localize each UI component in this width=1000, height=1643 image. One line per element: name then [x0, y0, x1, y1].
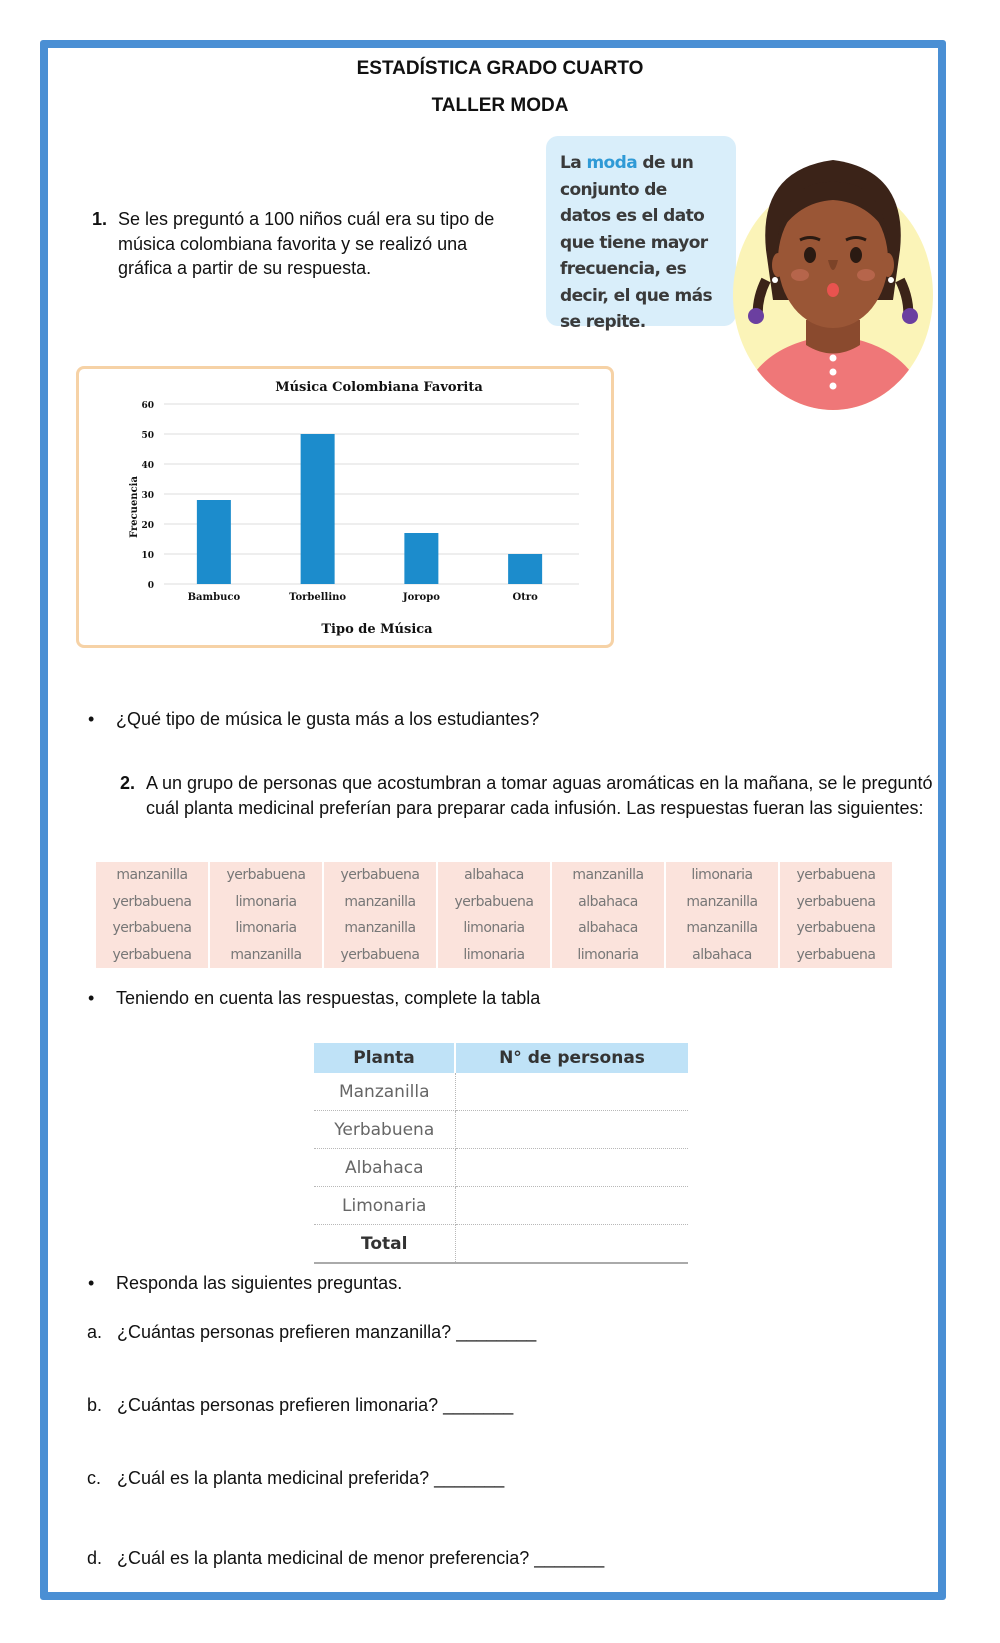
table-row: [96, 915, 892, 942]
question-letter: d.: [87, 1548, 103, 1568]
bullet-dot: •: [88, 988, 95, 1008]
question-1-number: 1.: [92, 209, 108, 229]
question-letter: c.: [87, 1468, 102, 1488]
question-letter: a.: [87, 1322, 103, 1342]
count-cell[interactable]: [455, 1187, 688, 1225]
table-row: [314, 1111, 688, 1149]
response-cell: manzanilla: [324, 889, 436, 916]
y-tick-label: 20: [141, 521, 154, 531]
y-tick-label: 0: [147, 581, 154, 591]
page-subtitle: TALLER MODA: [431, 95, 569, 116]
question-text: ¿Cuál es la planta medicinal preferida? _______: [117, 1468, 505, 1488]
x-tick-label: Joropo: [402, 592, 440, 603]
response-cell: manzanilla: [324, 915, 436, 942]
response-cell: yerbabuena: [780, 915, 892, 942]
response-cell: manzanilla: [96, 862, 208, 889]
bullet-dot: •: [88, 1273, 95, 1293]
response-cell: manzanilla: [210, 942, 322, 969]
response-cell: albahaca: [666, 942, 778, 969]
chart-frame: [76, 366, 614, 648]
bullet-question-1: [88, 709, 540, 730]
response-cell: limonaria: [438, 942, 550, 969]
table-row: [314, 1149, 688, 1187]
x-tick-label: Torbellino: [289, 592, 347, 603]
plant-name: Limonaria: [314, 1187, 455, 1225]
response-cell: limonaria: [210, 889, 322, 916]
response-cell: yerbabuena: [96, 889, 208, 916]
count-cell[interactable]: [455, 1111, 688, 1149]
bubble-highlight: moda: [586, 153, 638, 173]
chart-title: Música Colombiana Favorita: [275, 380, 483, 395]
question-a: [87, 1322, 536, 1343]
response-cell: yerbabuena: [96, 915, 208, 942]
question-letter: b.: [87, 1395, 103, 1415]
response-cell: yerbabuena: [324, 942, 436, 969]
count-cell[interactable]: [455, 1073, 688, 1111]
response-cell: yerbabuena: [780, 942, 892, 969]
bar-otro: [508, 554, 542, 584]
response-cell: manzanilla: [552, 862, 664, 889]
response-cell: albahaca: [552, 915, 664, 942]
plant-name: Albahaca: [314, 1149, 455, 1187]
question-text: ¿Cuántas personas prefieren manzanilla? ________: [117, 1322, 537, 1342]
bubble-text-post: de un conjunto de datos es el dato que tiene mayor frecuencia, es decir, el que más se repite.: [560, 153, 712, 332]
response-cell: yerbabuena: [780, 862, 892, 889]
bar-chart: [79, 369, 611, 645]
question-2-number: 2.: [120, 773, 136, 793]
question-d: [87, 1548, 604, 1569]
bullet-answer-text: Responda las siguientes preguntas.: [116, 1273, 403, 1293]
bullet-answer: [88, 1273, 403, 1294]
response-cell: yerbabuena: [210, 862, 322, 889]
response-cell: albahaca: [438, 862, 550, 889]
girl-illustration: [728, 140, 938, 415]
table-row: [96, 889, 892, 916]
response-cell: yerbabuena: [96, 942, 208, 969]
bullet-instruction-text: Teniendo en cuenta las respuestas, complete la tabla: [116, 988, 541, 1008]
y-tick-label: 60: [141, 401, 154, 411]
response-cell: albahaca: [552, 889, 664, 916]
x-tick-label: Bambuco: [187, 592, 241, 603]
bar-torbellino: [301, 434, 335, 584]
definition-bubble: [546, 136, 736, 332]
header-personas: N° de personas: [455, 1043, 688, 1073]
response-cell: yerbabuena: [324, 862, 436, 889]
question-text: ¿Cuál es la planta medicinal de menor preferencia? _______: [117, 1548, 605, 1568]
count-cell[interactable]: [455, 1149, 688, 1187]
table-row: [96, 942, 892, 969]
question-text: ¿Cuántas personas prefieren limonaria? _______: [117, 1395, 514, 1415]
plant-name: Yerbabuena: [314, 1111, 455, 1149]
table-row: [96, 862, 892, 889]
table-row: [314, 1073, 688, 1111]
response-cell: manzanilla: [666, 889, 778, 916]
x-tick-label: Otro: [512, 592, 538, 603]
header-planta: Planta: [314, 1043, 455, 1073]
question-2-text: A un grupo de personas que acostumbran a tomar aguas aromáticas en la mañana, se le preguntó cuál planta medicinal preferían para preparar cada infusión. Las respuestas fueran las siguientes:: [146, 773, 933, 818]
frequency-table: [314, 1043, 688, 1264]
question-1-text: Se les preguntó a 100 niños cuál era su tipo de música colombiana favorita y se realizó una gráfica a partir de su respuesta.: [118, 209, 495, 278]
question-1: [92, 207, 498, 281]
question-b: [87, 1395, 513, 1416]
question-c: [87, 1468, 504, 1489]
response-cell: limonaria: [438, 915, 550, 942]
response-cell: manzanilla: [666, 915, 778, 942]
response-cell: yerbabuena: [780, 889, 892, 916]
y-tick-label: 40: [141, 461, 154, 471]
total-label: Total: [314, 1225, 455, 1264]
total-cell[interactable]: [455, 1225, 688, 1264]
y-tick-label: 10: [141, 551, 154, 561]
bar-bambuco: [197, 500, 231, 584]
bar-joropo: [404, 533, 438, 584]
plant-name: Manzanilla: [314, 1073, 455, 1111]
bullet-instruction: [88, 988, 541, 1009]
response-cell: limonaria: [666, 862, 778, 889]
question-2: [120, 771, 936, 820]
responses-table: [94, 862, 894, 968]
response-cell: yerbabuena: [438, 889, 550, 916]
x-axis-label: Tipo de Música: [321, 622, 433, 637]
y-axis-label: Frecuencia: [129, 476, 140, 538]
bubble-text-pre: La: [560, 153, 587, 173]
response-cell: limonaria: [210, 915, 322, 942]
table-row-total: [314, 1225, 688, 1264]
bullet-dot: •: [88, 709, 95, 729]
y-tick-label: 50: [141, 431, 154, 441]
bullet-question-1-text: ¿Qué tipo de música le gusta más a los estudiantes?: [116, 709, 540, 729]
response-cell: limonaria: [552, 942, 664, 969]
table-row: [314, 1187, 688, 1225]
page-title: ESTADÍSTICA GRADO CUARTO: [356, 58, 644, 79]
y-tick-label: 30: [141, 491, 154, 501]
